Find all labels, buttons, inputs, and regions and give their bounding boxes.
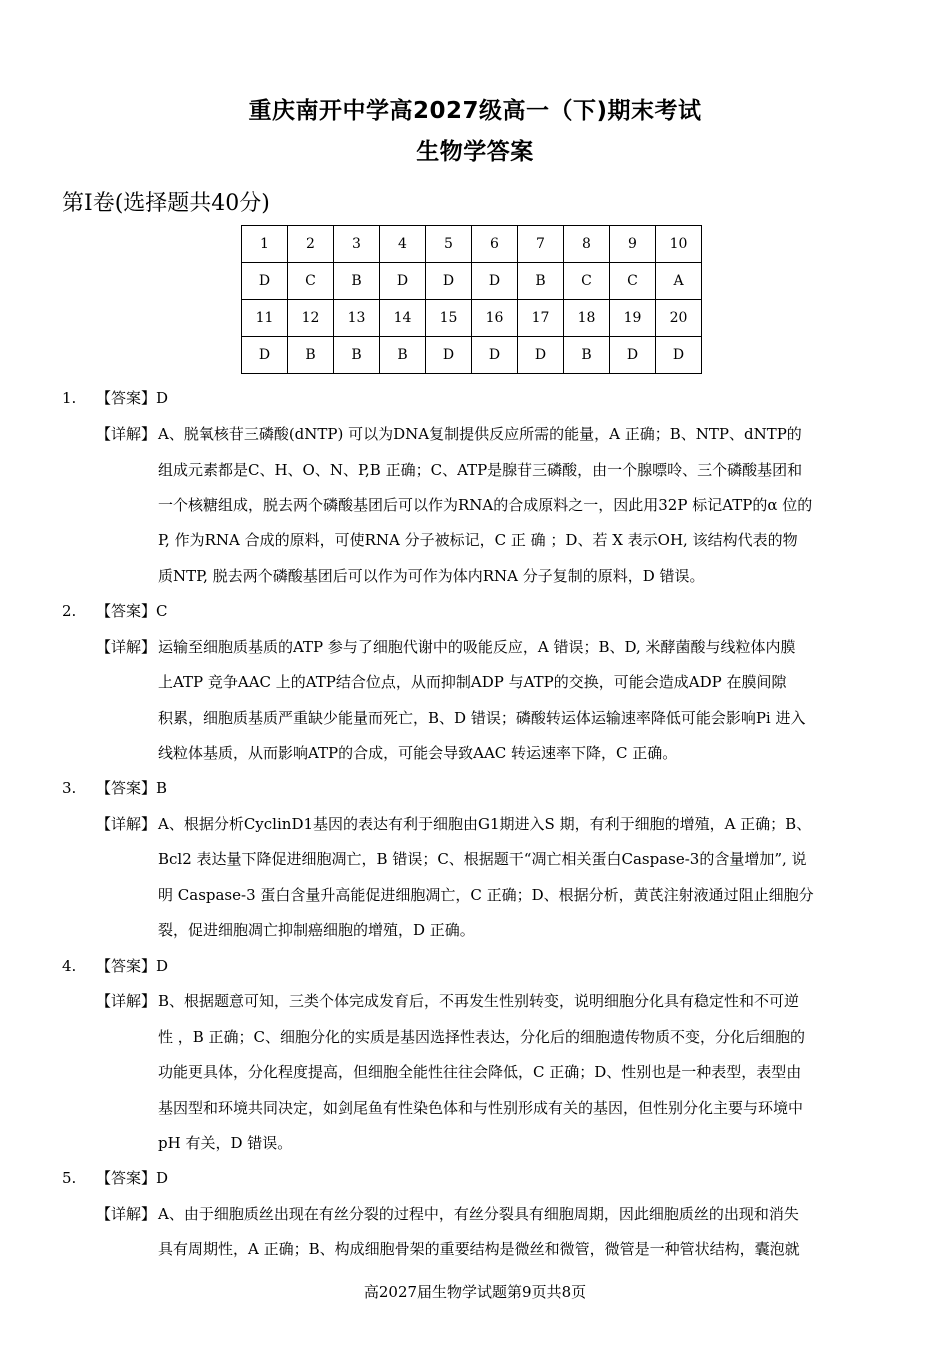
detail-line: A、脱氧核苷三磷酸(dNTP) 可以为DNA复制提供反应所需的能量，A 正确；B、NTP、dNTP的 [158, 425, 802, 443]
question-number: 3. [62, 779, 77, 797]
table-cell: D [472, 263, 518, 300]
table-cell: 7 [518, 226, 564, 263]
table-cell: 14 [380, 300, 426, 337]
table-cell: D [610, 337, 656, 374]
table-cell: 13 [334, 300, 380, 337]
table-cell: 11 [242, 300, 288, 337]
table-cell: 20 [656, 300, 702, 337]
detail-line: 运输至细胞质基质的ATP 参与了细胞代谢中的吸能反应，A 错误；B、D, 米酵菌酸与线粒体内膜 [158, 638, 796, 656]
page-title: 重庆南开中学高2027级高一（下)期末考试 [248, 98, 702, 124]
table-cell: B [334, 337, 380, 374]
section-heading: 第I卷(选择题共40分) [62, 191, 270, 216]
table-cell: 12 [288, 300, 334, 337]
detail-line: P, 作为RNA 合成的原料，可使RNA 分子被标记，C 正 确 ；D、若 X 表示OH, 该结构代表的物 [158, 531, 798, 549]
table-cell: 15 [426, 300, 472, 337]
table-cell: D [518, 337, 564, 374]
detail-line: A、根据分析CyclinD1基因的表达有利于细胞由G1期进入S 期，有利于细胞的增殖，A 正确；B、 [158, 815, 812, 833]
answer-label: 【答案】C [96, 602, 168, 620]
detail-line: 线粒体基质，从而影响ATP的合成，可能会导致AAC 转运速率下降，C 正确。 [158, 744, 678, 762]
answer-label: 【答案】D [96, 1169, 169, 1187]
table-cell: 6 [472, 226, 518, 263]
table-cell: A [656, 263, 702, 300]
question-number: 5. [62, 1169, 77, 1187]
detail-line: 组成元素都是C、H、O、N、P,B 正确；C、ATP是腺苷三磷酸，由一个腺嘌呤、三个磷酸基团和 [158, 461, 803, 479]
detail-line: 基因型和环境共同决定，如剑尾鱼有性染色体和与性别形成有关的基因，但性别分化主要与环境中 [158, 1099, 804, 1117]
detail-line: 积累，细胞质基质严重缺少能量而死亡，B、D 错误；磷酸转运体运输速率降低可能会影响Pi 进入 [158, 709, 806, 727]
question-number: 1. [62, 389, 77, 407]
table-cell: 2 [288, 226, 334, 263]
detail-line: 质NTP, 脱去两个磷酸基团后可以作为可作为体内RNA 分子复制的原料，D 错误。 [158, 567, 705, 585]
table-cell: C [610, 263, 656, 300]
table-cell: D [472, 337, 518, 374]
table-cell: D [380, 263, 426, 300]
detail-line: 具有周期性，A 正确；B、构成细胞骨架的重要结构是微丝和微管，微管是一种管状结构，囊泡就 [158, 1240, 800, 1258]
table-cell: B [334, 263, 380, 300]
answer-table [241, 225, 702, 374]
table-cell: B [288, 337, 334, 374]
detail-label: 【详解】 [96, 992, 157, 1010]
table-row [242, 337, 702, 374]
table-cell: 5 [426, 226, 472, 263]
table-cell: 9 [610, 226, 656, 263]
table-cell: D [426, 337, 472, 374]
table-cell: B [380, 337, 426, 374]
detail-label: 【详解】 [96, 638, 157, 656]
table-cell: 3 [334, 226, 380, 263]
table-cell: 8 [564, 226, 610, 263]
table-cell: C [288, 263, 334, 300]
table-cell: B [518, 263, 564, 300]
table-cell: D [426, 263, 472, 300]
question-number: 4. [62, 957, 77, 975]
table-row [242, 263, 702, 300]
detail-line: 上ATP 竞争AAC 上的ATP结合位点，从而抑制ADP 与ATP的交换，可能会造成ADP 在膜间隙 [158, 673, 787, 691]
detail-line: 功能更具体，分化程度提高，但细胞全能性往往会降低，C 正确；D、性别也是一种表型，表型由 [158, 1063, 802, 1081]
detail-line: 裂，促进细胞凋亡抑制癌细胞的增殖，D 正确。 [158, 921, 475, 939]
detail-line: Bcl2 表达量下降促进细胞凋亡，B 错误；C、根据题干“凋亡相关蛋白Caspase-3的含量增加”, 说 [158, 850, 807, 868]
table-cell: 19 [610, 300, 656, 337]
table-row [242, 300, 702, 337]
detail-label: 【详解】 [96, 1205, 157, 1223]
detail-line: 性 ，B 正确；C、细胞分化的实质是基因选择性表达，分化后的细胞遗传物质不变，分化后细胞的 [158, 1028, 806, 1046]
table-cell: D [242, 263, 288, 300]
detail-label: 【详解】 [96, 425, 157, 443]
table-row [242, 226, 702, 263]
table-cell: C [564, 263, 610, 300]
table-cell: 4 [380, 226, 426, 263]
table-cell: D [656, 337, 702, 374]
table-cell: D [242, 337, 288, 374]
table-cell: 16 [472, 300, 518, 337]
table-cell: 17 [518, 300, 564, 337]
detail-line: 一个核糖组成，脱去两个磷酸基团后可以作为RNA的合成原料之一，因此用32P 标记ATP的α 位的 [158, 496, 813, 514]
detail-line: 明 Caspase-3 蛋白含量升高能促进细胞凋亡，C 正确；D、根据分析，黄芪注射液通过阻止细胞分 [158, 886, 814, 904]
page-subtitle: 生物学答案 [416, 139, 534, 165]
answer-label: 【答案】D [96, 389, 169, 407]
detail-line: B、根据题意可知，三类个体完成发育后，不再发生性别转变，说明细胞分化具有稳定性和不可逆 [158, 992, 800, 1010]
answer-label: 【答案】D [96, 957, 169, 975]
detail-line: pH 有关，D 错误。 [158, 1134, 293, 1152]
detail-line: A、由于细胞质丝出现在有丝分裂的过程中，有丝分裂具有细胞周期，因此细胞质丝的出现和消失 [158, 1205, 799, 1223]
page-footer: 高2027届生物学试题第9页共8页 [363, 1283, 587, 1301]
table-cell: 1 [242, 226, 288, 263]
detail-label: 【详解】 [96, 815, 157, 833]
table-cell: 18 [564, 300, 610, 337]
table-cell: 10 [656, 226, 702, 263]
answer-label: 【答案】B [96, 779, 168, 797]
table-cell: B [564, 337, 610, 374]
question-number: 2. [62, 602, 77, 620]
